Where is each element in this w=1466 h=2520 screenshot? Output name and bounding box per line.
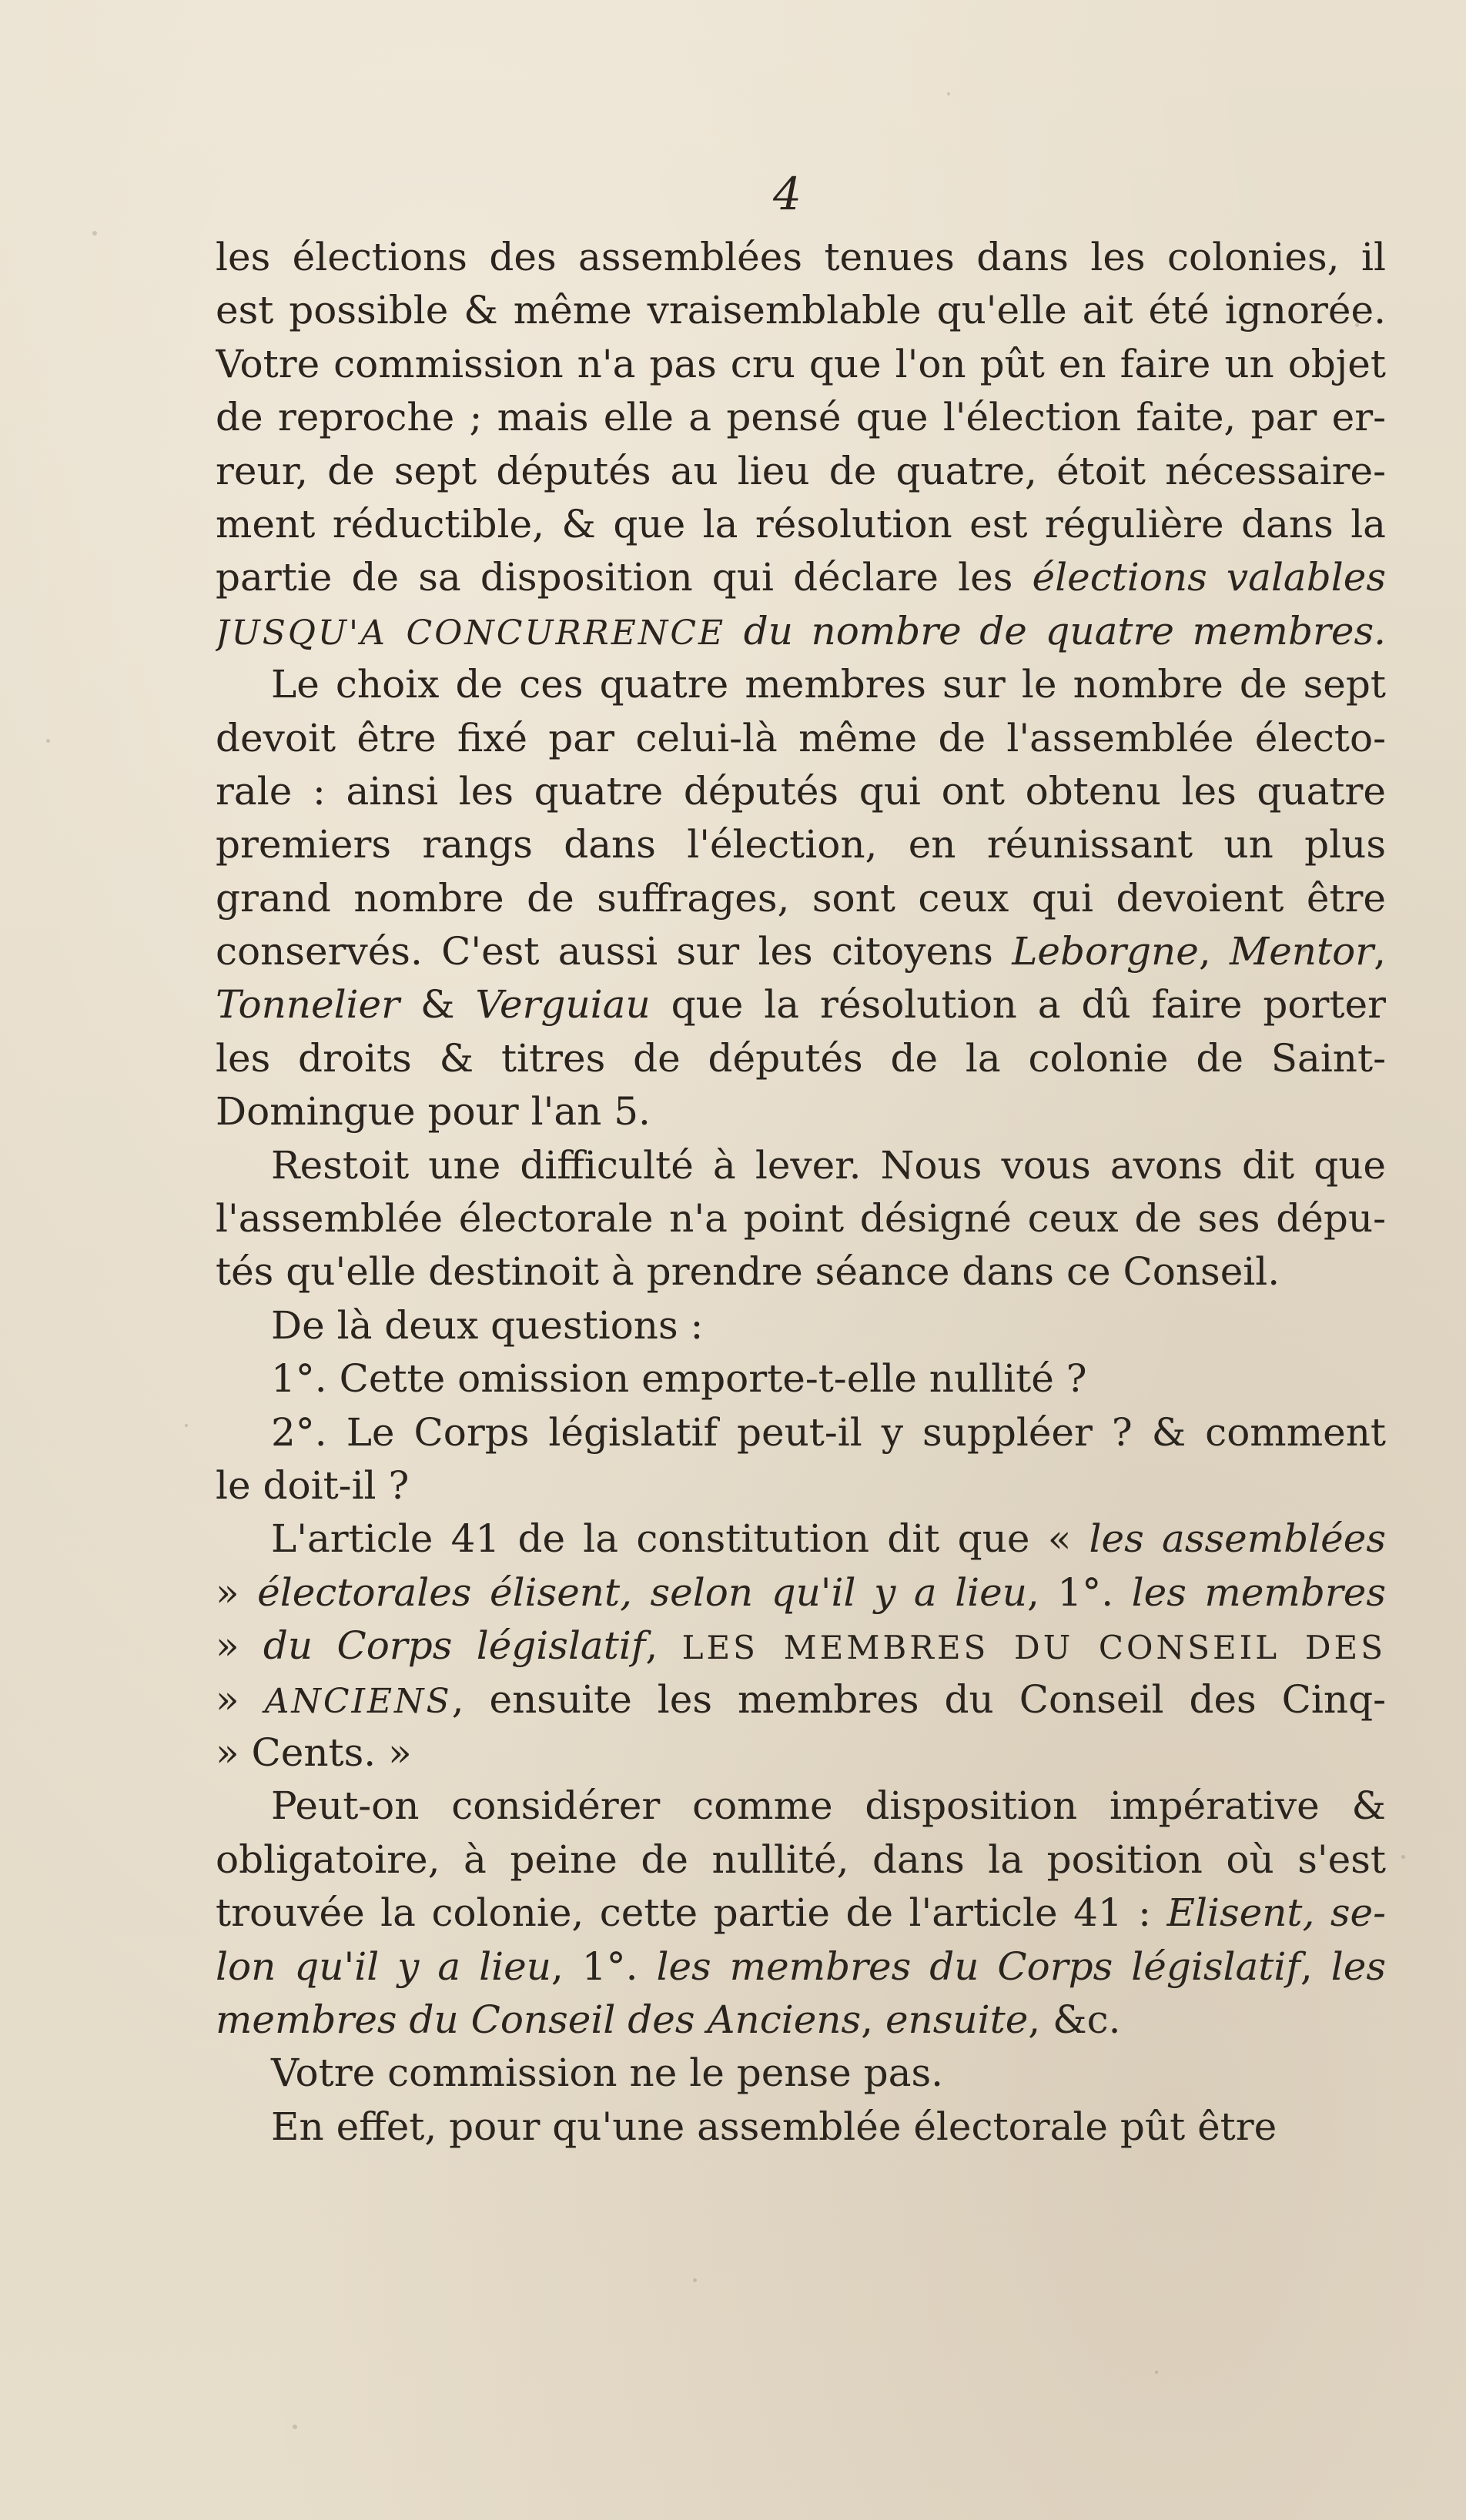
- text-run: obligatoire, à peine de nullité, dans la position où s'est: [216, 1837, 1386, 1882]
- text-run: ,: [1198, 929, 1230, 974]
- text-run: L'article 41 de la constitution dit que «: [271, 1516, 1089, 1562]
- text-line: [216, 818, 1386, 871]
- paper-speck: [46, 739, 50, 743]
- text-run: De là deux questions :: [271, 1302, 704, 1348]
- text-line: [216, 872, 1386, 925]
- paper-speck: [1401, 1855, 1405, 1859]
- text-line: [216, 498, 1386, 551]
- text-run-it: Tonnelier: [216, 982, 400, 1028]
- text-line: [216, 978, 1386, 1031]
- text-line: [216, 1299, 1386, 1352]
- text-run-it: Verguiau: [475, 982, 651, 1028]
- text-line: [216, 1673, 1386, 1726]
- text-line: [216, 1726, 1386, 1780]
- text-run-sc: ANCIENS: [264, 1681, 452, 1721]
- text-line: [216, 1085, 1386, 1138]
- text-line: [216, 1512, 1386, 1566]
- text-run: »: [216, 1676, 265, 1722]
- text-line: [216, 1566, 1386, 1619]
- text-run-caps: LES MEMBRES DU CONSEIL DES: [681, 1629, 1386, 1667]
- paper-speck: [92, 231, 97, 236]
- text-run: Votre commission n'a pas cru que l'on pût en faire un objet: [216, 341, 1386, 386]
- text-run: de reproche ; mais elle a pensé que l'élection faite, par er-: [216, 395, 1386, 440]
- text-run: 1°. Cette omission emporte-t-elle nullité ?: [271, 1356, 1087, 1402]
- paper-speck: [1155, 2371, 1158, 2374]
- text-run: partie de sa disposition qui déclare les: [216, 555, 1033, 600]
- text-run: , 1°.: [1026, 1569, 1132, 1615]
- text-line: [216, 925, 1386, 978]
- paper-speck: [693, 2278, 697, 2282]
- text-line: [216, 1780, 1386, 1833]
- text-run-it: du Corps législatif: [263, 1623, 646, 1669]
- text-run: Votre commission ne le pense pas.: [271, 2050, 943, 2096]
- text-run-sc: JUSQU'A CONCURRENCE: [216, 613, 726, 653]
- text-line: [216, 1887, 1386, 1940]
- text-run: trouvée la colonie, cette partie de l'article 41 :: [216, 1890, 1167, 1936]
- text-run: ment réductible, & que la résolution est régulière dans la: [216, 501, 1386, 546]
- text-run-it: les assemblées: [1089, 1516, 1386, 1562]
- text-line: [216, 2047, 1386, 2100]
- text-run: ,: [861, 1997, 885, 2042]
- text-run: Domingue pour l'an 5.: [216, 1089, 651, 1135]
- text-run: ,: [1374, 929, 1386, 974]
- text-line: [216, 1619, 1386, 1673]
- text-run-it: lon qu'il y a lieu: [216, 1943, 551, 1989]
- text-line: [216, 658, 1386, 711]
- text-run-it: ensuite: [885, 1997, 1029, 2042]
- text-line: [216, 338, 1386, 391]
- text-run-it: membres du Conseil des Anciens: [216, 1997, 862, 2042]
- text-run: Le choix de ces quatre membres sur le nombre de sept: [271, 662, 1386, 707]
- page-number: 4: [773, 168, 802, 220]
- paper-speck: [1355, 323, 1359, 327]
- text-line: [216, 1459, 1386, 1512]
- text-line: [216, 1406, 1386, 1459]
- text-line: [216, 605, 1386, 658]
- text-run: &: [400, 982, 476, 1028]
- text-run: premiers rangs dans l'élection, en réunissant un plus: [216, 822, 1386, 867]
- text-run: 2°. Le Corps législatif peut-il y suppléer ? & comment: [271, 1409, 1386, 1455]
- body-text: [216, 231, 1386, 2154]
- text-line: [216, 284, 1386, 337]
- text-run: »: [216, 1623, 263, 1669]
- text-run-it: les membres du Corps législatif: [656, 1943, 1300, 1989]
- text-line: [216, 712, 1386, 765]
- text-line: [216, 1032, 1386, 1085]
- text-run: les élections des assemblées tenues dans les colonies, il: [216, 235, 1386, 279]
- paper-speck: [185, 1424, 188, 1427]
- text-run: est possible & même vraisemblable qu'elle ait été ignorée.: [216, 288, 1386, 333]
- text-line: [216, 2101, 1386, 2154]
- text-run-it: du nombre de quatre membres.: [725, 608, 1386, 653]
- text-run: l'assemblée électorale n'a point désigné ceux de ses dépu-: [216, 1196, 1386, 1242]
- text-line: [216, 1940, 1386, 1994]
- text-line: [216, 1139, 1386, 1192]
- paper-speck: [1301, 947, 1307, 952]
- text-run: ,: [1300, 1943, 1331, 1989]
- text-run: , ensuite les membres du Conseil des Cinq-: [451, 1676, 1386, 1722]
- text-run-it: électorales élisent, selon qu'il y a lieu: [257, 1569, 1027, 1615]
- text-run: , 1°.: [551, 1943, 657, 1989]
- text-run: tés qu'elle destinoit à prendre séance dans ce Conseil.: [216, 1249, 1280, 1295]
- text-run: les droits & titres de députés de la colonie de Saint-: [216, 1035, 1386, 1081]
- text-run-it: Mentor: [1230, 929, 1374, 974]
- text-run: »: [216, 1569, 258, 1615]
- text-line: [216, 1352, 1386, 1405]
- text-run: Restoit une difficulté à lever. Nous vous avons dit que: [271, 1142, 1386, 1188]
- text-line: [216, 765, 1386, 818]
- text-run: reur, de sept députés au lieu de quatre, étoit nécessaire-: [216, 448, 1386, 493]
- text-run-it: Elisent, se-: [1166, 1890, 1386, 1936]
- text-line: [216, 391, 1386, 444]
- text-line: [216, 1994, 1386, 2047]
- paper-speck: [293, 2425, 297, 2429]
- text-run-it: élections valables: [1032, 555, 1386, 600]
- text-run-it: les: [1330, 1943, 1386, 1989]
- text-line: [216, 1192, 1386, 1245]
- text-run: Peut-on considérer comme disposition impérative &: [271, 1783, 1386, 1829]
- text-line: [216, 445, 1386, 498]
- paper-speck: [947, 92, 950, 95]
- text-run: devoit être fixé par celui-là même de l'assemblée électo-: [216, 715, 1386, 760]
- text-run: , &c.: [1028, 1997, 1121, 2042]
- text-line: [216, 231, 1386, 284]
- text-run-it: Leborgne: [1012, 929, 1199, 974]
- text-run-it: les membres: [1131, 1569, 1386, 1615]
- text-run: » Cents. »: [216, 1730, 412, 1775]
- text-run: le doit-il ?: [216, 1462, 410, 1508]
- text-run: grand nombre de suffrages, sont ceux qui devoient être: [216, 875, 1386, 921]
- text-run: que la résolution a dû faire porter: [650, 982, 1386, 1028]
- text-run: rale : ainsi les quatre députés qui ont obtenu les quatre: [216, 768, 1386, 814]
- text-run: ,: [645, 1623, 682, 1669]
- text-line: [216, 1833, 1386, 1887]
- text-line: [216, 551, 1386, 604]
- text-run: conservés. C'est aussi sur les citoyens: [216, 929, 1012, 974]
- text-line: [216, 1245, 1386, 1298]
- text-run: En effet, pour qu'une assemblée électorale pût être: [271, 2104, 1277, 2149]
